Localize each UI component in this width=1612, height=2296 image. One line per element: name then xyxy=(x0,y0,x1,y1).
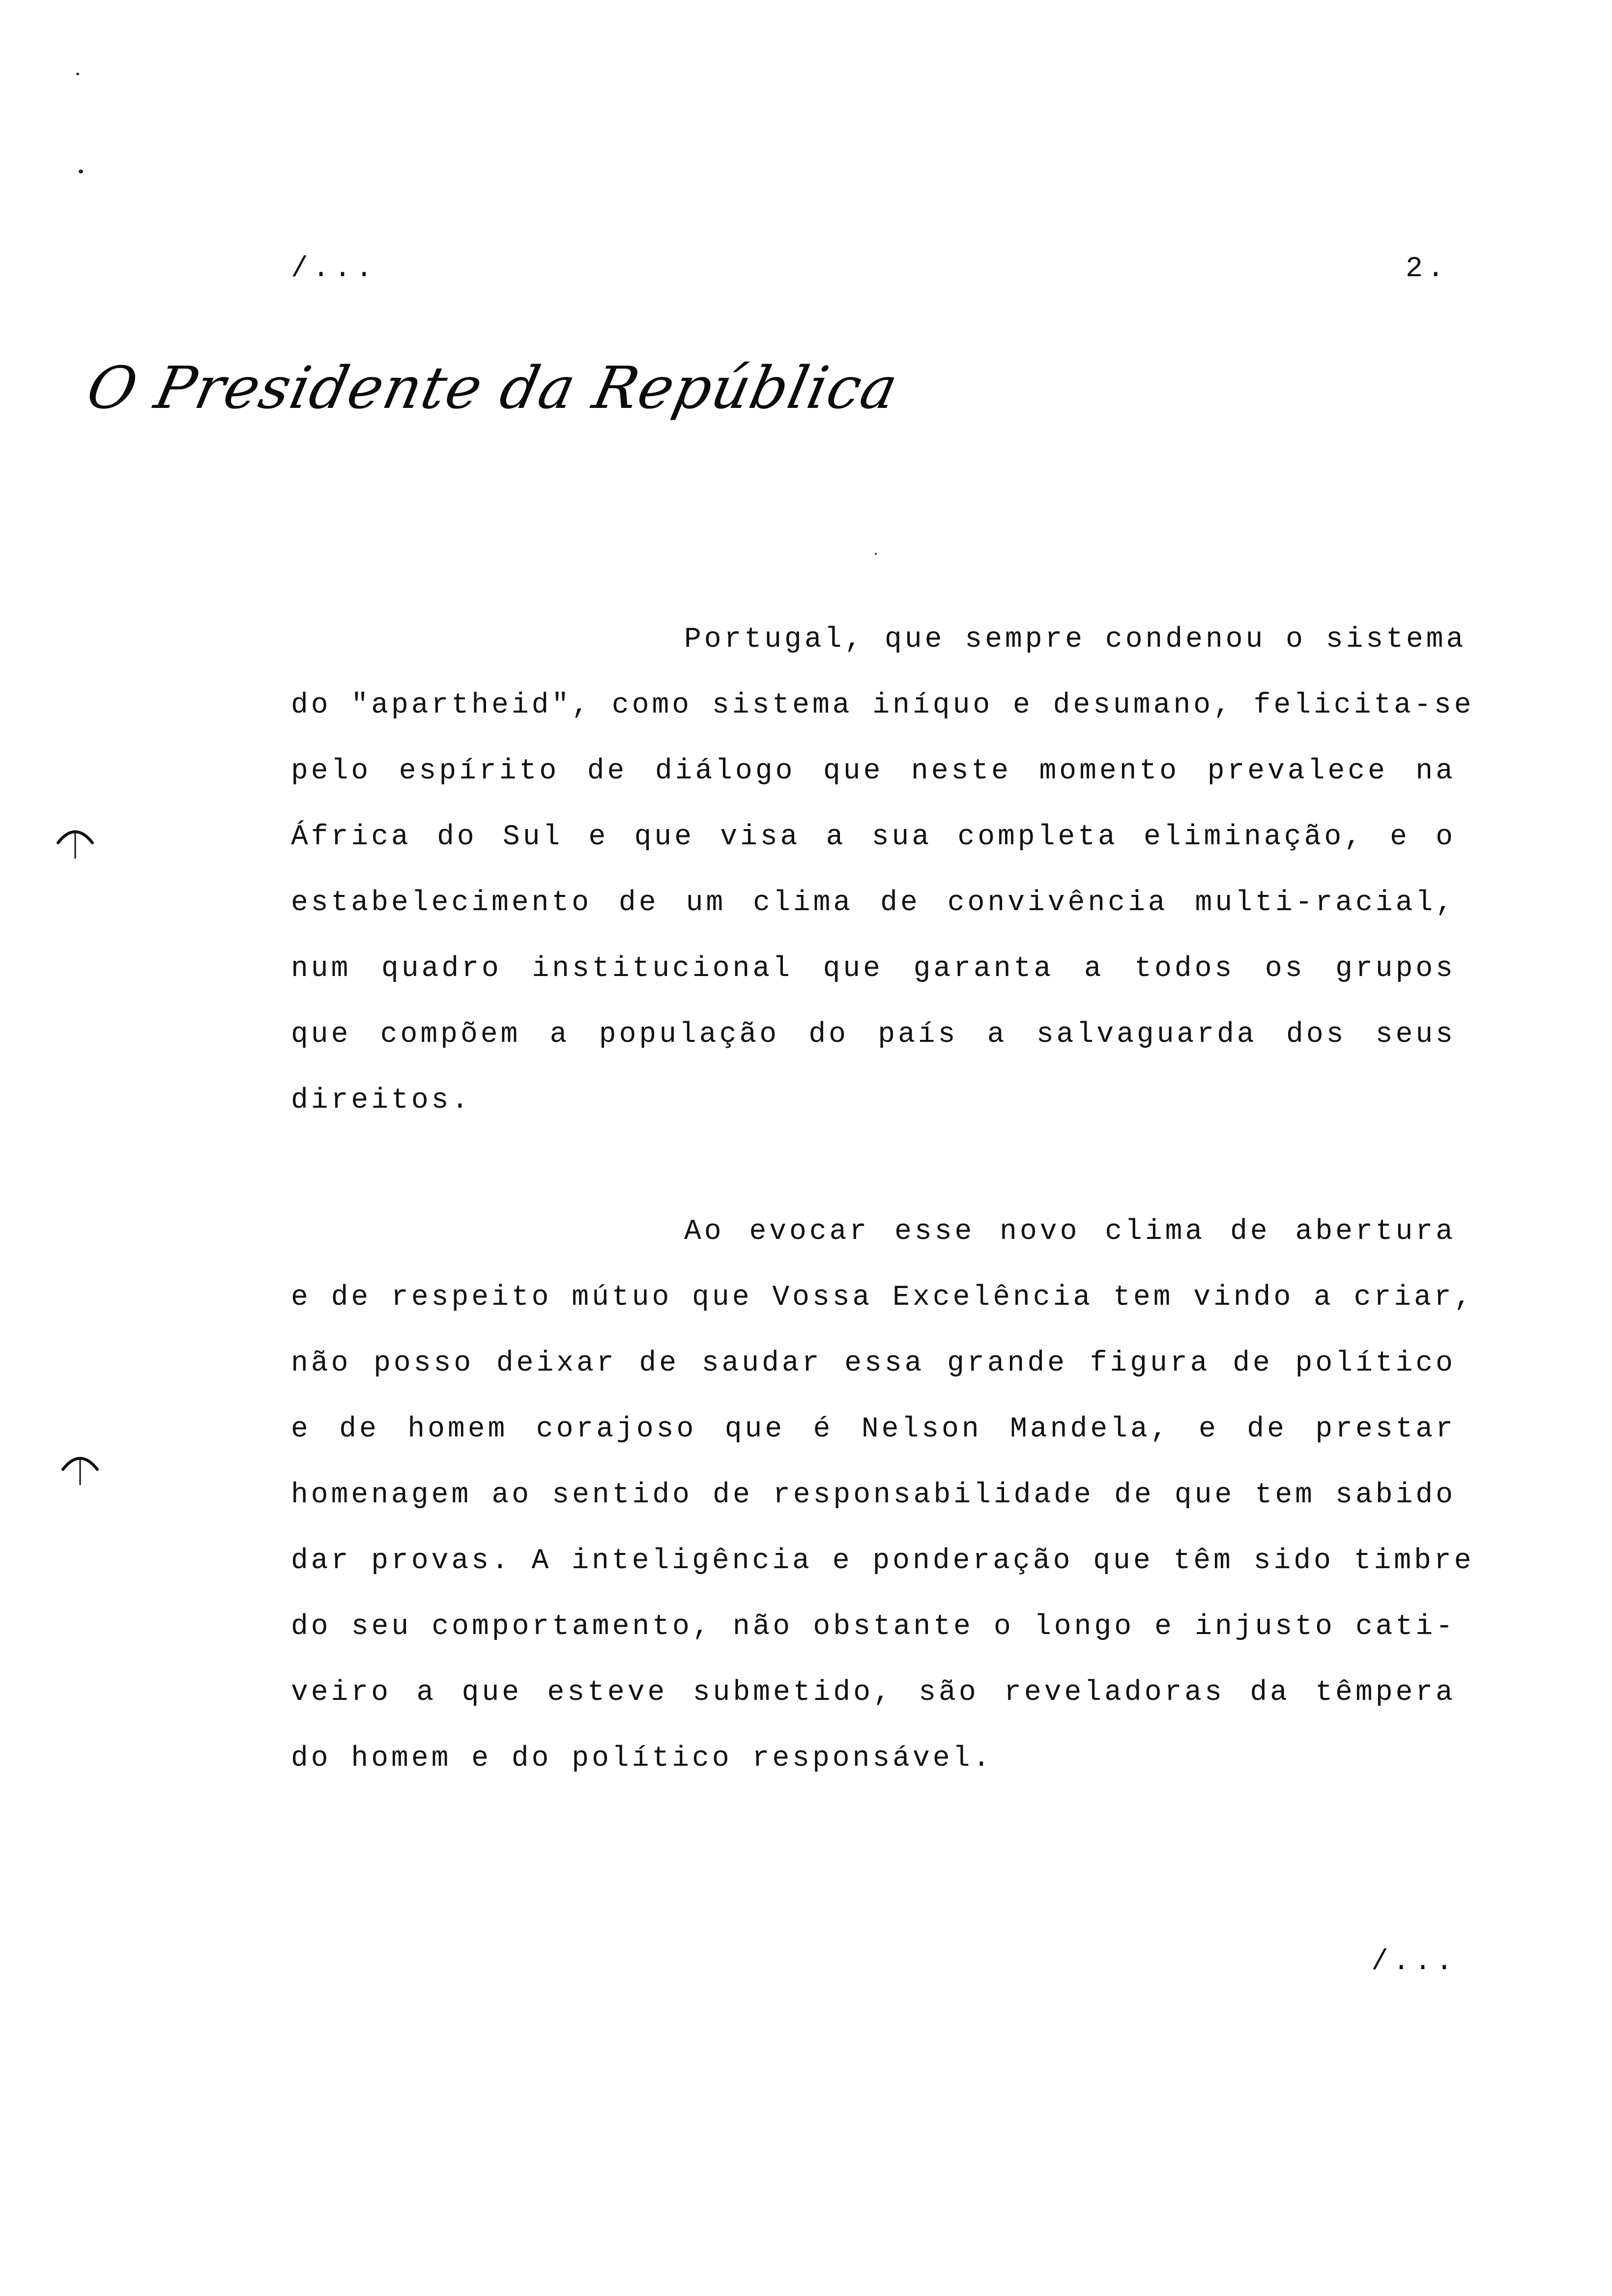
body-paragraph xyxy=(291,1199,1474,1792)
paragraph-line: pelo espírito de diálogo que neste momento prevalece na xyxy=(291,755,1456,787)
paragraph-line: e de homem corajoso que é Nelson Mandela, e de prestar xyxy=(291,1413,1456,1445)
punch-hole-mark-icon xyxy=(53,818,97,862)
paragraph-line: que compõem a população do país a salvaguarda dos seus xyxy=(291,1019,1456,1051)
letterhead-title: O Presidente da República xyxy=(81,354,905,422)
paragraph-line: Portugal, que sempre condenou o sistema xyxy=(684,624,1467,656)
paragraph-line: num quadro institucional que garanta a todos os grupos xyxy=(291,953,1456,985)
scan-speck xyxy=(79,170,83,173)
paragraph-line: dar provas. A inteligência e ponderação que têm sido timbre xyxy=(291,1545,1474,1577)
paragraph-line: estabelecimento de um clima de convivência multi-racial, xyxy=(291,887,1456,919)
page-number: 2. xyxy=(1406,253,1449,285)
continuation-marker-top: /... xyxy=(291,253,377,285)
paragraph-line: não posso deixar de saudar essa grande figura de político xyxy=(291,1348,1456,1379)
body-paragraph xyxy=(291,607,1474,1134)
scan-speck xyxy=(76,73,79,75)
paragraph-line: do homem e do político responsável. xyxy=(291,1743,993,1775)
paragraph-line: do seu comportamento, não obstante o longo e injusto cati- xyxy=(291,1611,1456,1643)
paragraph-line: veiro a que esteve submetido, são reveladoras da têmpera xyxy=(291,1677,1456,1709)
paragraph-line: Ao evocar esse novo clima de abertura xyxy=(684,1216,1456,1248)
paragraph-line: e de respeito mútuo que Vossa Excelência tem vindo a criar, xyxy=(291,1282,1474,1314)
punch-hole-mark-icon xyxy=(58,1445,102,1489)
continuation-marker-bottom: /... xyxy=(1371,1946,1458,1978)
paragraph-line: África do Sul e que visa a sua completa eliminação, e o xyxy=(291,821,1456,853)
paragraph-line: homenagem ao sentido de responsabilidade de que tem sabido xyxy=(291,1479,1456,1511)
paragraph-line: direitos. xyxy=(291,1085,472,1117)
scan-speck xyxy=(875,553,877,555)
paragraph-line: do "apartheid", como sistema iníquo e desumano, felicita-se xyxy=(291,689,1474,721)
